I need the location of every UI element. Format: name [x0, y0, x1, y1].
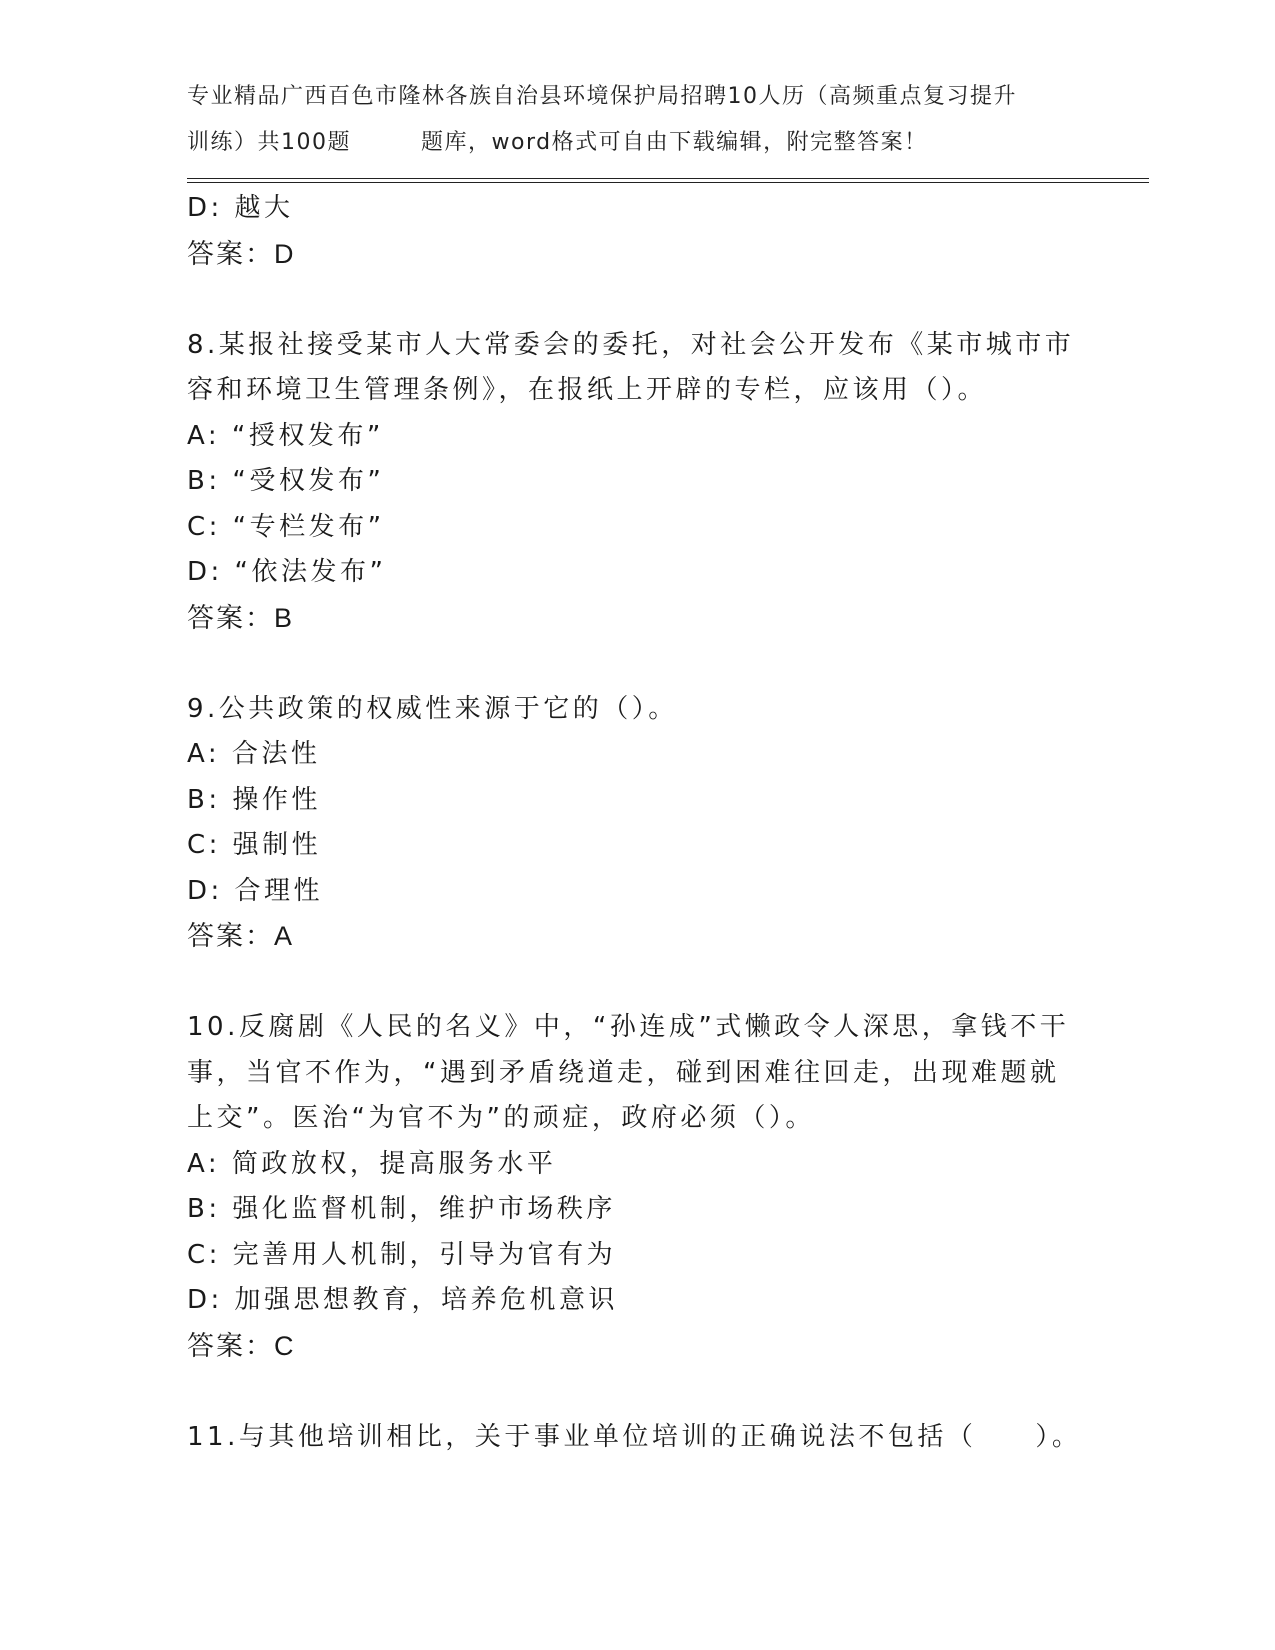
- question-stem-line: 8.某报社接受某市人大常委会的委托，对社会公开发布《某市城市市: [187, 329, 1075, 360]
- question-stem-line: 9.公共政策的权威性来源于它的（）。: [187, 693, 678, 724]
- option-c: C: 强制性: [187, 830, 322, 860]
- answer-line: 答案：B: [187, 602, 295, 633]
- option-a: A: “授权发布”: [187, 420, 384, 451]
- answer-line: 答案：D: [187, 238, 296, 269]
- option-a: A: 简政放权，提高服务水平: [187, 1148, 557, 1179]
- question-block: [187, 1005, 1087, 1415]
- option-b: B: 操作性: [187, 784, 321, 815]
- question-stem-line: 11.与其他培训相比，关于事业单位培训的正确说法不包括（ ）。: [187, 1421, 1082, 1452]
- question-stem-line: 容和环境卫生管理条例》，在报纸上开辟的专栏，应该用（）。: [187, 375, 988, 405]
- question-stem-line: 10.反腐剧《人民的名义》中，“孙连成”式懒政令人深思，拿钱不干: [187, 1012, 1070, 1042]
- option-b: B: 强化监督机制，维护市场秩序: [187, 1194, 616, 1224]
- question-block: [187, 687, 1087, 1006]
- question-block: [187, 1415, 1087, 1461]
- option-c: C: “专栏发布”: [187, 511, 385, 542]
- header-line-2a: 训练）共100题: [187, 129, 351, 155]
- option-c: C: 完善用人机制，引导为官有为: [187, 1239, 617, 1270]
- header-rule-bottom: [187, 182, 1149, 183]
- question-stem-line: 事，当官不作为，“遇到矛盾绕道走，碰到困难往回走，出现难题就: [187, 1057, 1060, 1088]
- option-a: A: 合法性: [187, 739, 321, 769]
- page-header: [187, 74, 1087, 165]
- question-block: [187, 323, 1087, 687]
- header-line-2: [187, 120, 1087, 166]
- answer-line: 答案：C: [187, 1330, 296, 1361]
- header-line-1: 专业精品广西百色市隆林各族自治县环境保护局招聘10人历（高频重点复习提升: [187, 84, 1017, 109]
- option-d: D: 合理性: [187, 875, 324, 906]
- option-d: D: 加强思想教育，培养危机意识: [187, 1285, 619, 1315]
- header-rule-top: [187, 178, 1149, 179]
- option-d: D: “依法发布”: [187, 557, 387, 587]
- header-line-2b: 题库，word格式可自由下载编辑，附完整答案！: [421, 129, 928, 155]
- option-b: B: “受权发布”: [187, 466, 385, 496]
- document-body: [187, 186, 1087, 1460]
- question-stem-line: 上交”。医治“为官不为”的顽症，政府必须（）。: [187, 1103, 815, 1133]
- question-list: [187, 323, 1087, 1461]
- answer-line: 答案：A: [187, 921, 295, 951]
- option-d: D: 越大: [187, 193, 294, 223]
